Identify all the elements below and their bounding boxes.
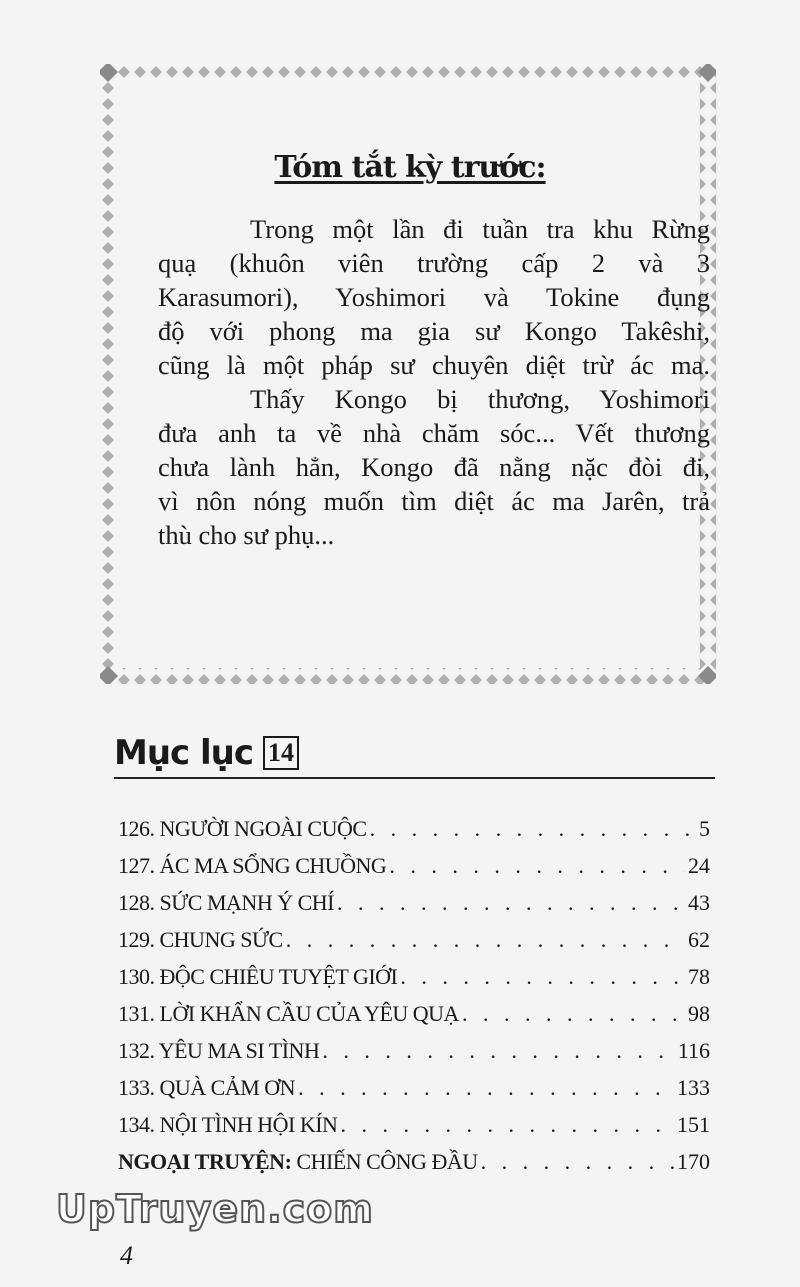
toc-entry-page: 78 — [688, 964, 710, 989]
toc-entry-page: 116 — [677, 1038, 710, 1063]
toc-entry — [118, 810, 710, 847]
summary-line: cũng là một pháp sư chuyên diệt trừ ác ma. — [158, 350, 710, 380]
toc-entry-title: 126. NGƯỜI NGOÀI CUỘC — [118, 816, 367, 841]
border-left — [100, 72, 116, 676]
dot-leader — [322, 1032, 674, 1069]
toc-entry-page: 151 — [677, 1112, 710, 1137]
toc-entry — [118, 1106, 710, 1143]
summary-line: thù cho sư phụ... — [158, 520, 335, 550]
dot-leader — [337, 884, 685, 921]
summary-line: chưa lành hẳn, Kongo đã nằng nặc đòi đi, — [158, 452, 710, 482]
toc-entry — [118, 847, 710, 884]
dot-leader — [400, 958, 685, 995]
toc-divider — [114, 777, 715, 779]
toc-entry-page: 170 — [677, 1149, 710, 1174]
toc-entry-title: CHIẾN CÔNG ĐẦU — [291, 1149, 478, 1174]
toc-entry-title: 127. ÁC MA SỔNG CHUỒNG — [118, 853, 387, 878]
toc-entry — [118, 958, 710, 995]
toc-entry-title: 130. ĐỘC CHIÊU TUYỆT GIỚI — [118, 964, 398, 989]
summary-paragraph — [158, 212, 710, 552]
toc-entry-page: 62 — [688, 927, 710, 952]
toc-entry-page: 24 — [688, 853, 710, 878]
summary-line: Trong một lần đi tuần tra khu Rừng — [250, 214, 710, 244]
toc-entry — [118, 995, 710, 1032]
toc-heading — [114, 732, 299, 774]
table-of-contents — [118, 810, 710, 1180]
border-bottom — [108, 668, 708, 684]
volume-number-box: 14 — [263, 736, 299, 770]
summary-line: độ với phong ma gia sư Kongo Takêshi, — [158, 316, 710, 346]
dot-leader — [340, 1106, 674, 1143]
dot-leader — [298, 1069, 674, 1106]
toc-entry-page: 133 — [677, 1075, 710, 1100]
summary-line: đưa anh ta về nhà chăm sóc... Vết thương — [158, 418, 710, 448]
dot-leader — [370, 810, 696, 847]
dot-leader — [389, 847, 685, 884]
summary-line: vì nôn nóng muốn tìm diệt ác ma Jarên, trả — [158, 486, 710, 516]
extra-story-prefix: NGOẠI TRUYỆN: — [118, 1149, 292, 1174]
dot-leader — [286, 921, 685, 958]
toc-entry — [118, 1069, 710, 1106]
summary-line: Thấy Kongo bị thương, Yoshimori — [250, 384, 710, 414]
toc-entry-page: 5 — [699, 816, 710, 841]
toc-entry-title: 128. SỨC MẠNH Ý CHÍ — [118, 890, 334, 915]
toc-entry — [118, 1032, 710, 1069]
toc-entry-title: 131. LỜI KHẨN CẦU CỦA YÊU QUẠ — [118, 1001, 459, 1026]
page-number: 4 — [120, 1241, 133, 1270]
toc-entry-title: 133. QUÀ CẢM ƠN — [118, 1075, 296, 1100]
dot-leader — [462, 995, 685, 1032]
toc-title: Mục lục — [114, 733, 254, 773]
toc-entry — [118, 921, 710, 958]
border-top — [108, 64, 708, 80]
site-watermark: UpTruyen.com — [56, 1187, 374, 1231]
summary-title: Tóm tắt kỳ trước: — [274, 150, 546, 185]
toc-entry-title: 132. YÊU MA SI TÌNH — [118, 1038, 320, 1063]
summary-line: Karasumori), Yoshimori và Tokine đụng — [158, 282, 710, 312]
toc-entry — [118, 884, 710, 921]
dot-leader — [481, 1143, 674, 1180]
summary-line: quạ (khuôn viên trường cấp 2 và 3 — [158, 248, 710, 278]
toc-entry-page: 98 — [688, 1001, 710, 1026]
toc-entry-title: 129. CHUNG SỨC — [118, 927, 283, 952]
toc-entry-title: 134. NỘI TÌNH HỘI KÍN — [118, 1112, 338, 1137]
toc-entry-extra — [118, 1143, 710, 1180]
toc-entry-page: 43 — [688, 890, 710, 915]
